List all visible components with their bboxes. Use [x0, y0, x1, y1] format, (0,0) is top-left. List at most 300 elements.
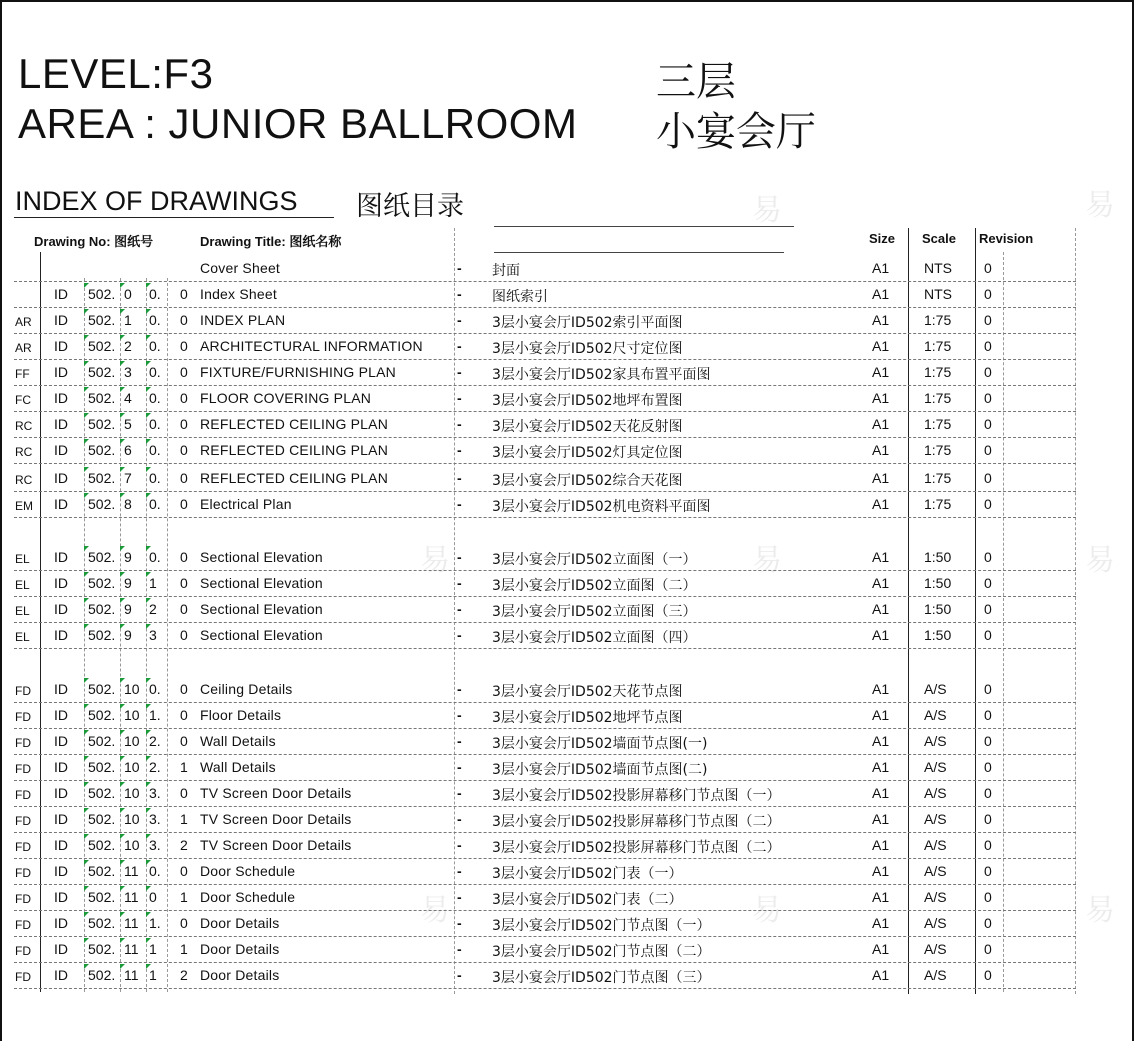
- row-size: A1: [872, 442, 890, 458]
- row-number-part: 502.: [88, 759, 116, 775]
- row-title-cn: 图纸索引: [492, 289, 548, 305]
- cell-marker: [84, 413, 89, 418]
- row-scale: A/S: [924, 863, 947, 879]
- row-number-part: 502.: [88, 601, 116, 617]
- row-revision: 0: [984, 496, 992, 512]
- row-dash: -: [457, 260, 462, 276]
- cell-marker: [120, 598, 125, 603]
- cell-marker: [120, 335, 125, 340]
- row-number-part: 0: [180, 416, 188, 432]
- cell-marker: [120, 493, 125, 498]
- cell-marker: [84, 886, 89, 891]
- row-prefix: ID: [54, 681, 68, 697]
- row-scale: 1:75: [924, 496, 952, 512]
- row-dash: -: [457, 785, 462, 801]
- row-scale: 1:75: [924, 442, 952, 458]
- cell-marker: [146, 387, 151, 392]
- row-title: REFLECTED CEILING PLAN: [200, 442, 388, 458]
- cell-marker: [120, 467, 125, 472]
- cell-marker: [84, 730, 89, 735]
- row-prefix: ID: [54, 941, 68, 957]
- row-revision: 0: [984, 312, 992, 328]
- table-row: [10, 256, 1076, 282]
- row-number-part: 1: [149, 941, 157, 957]
- row-number-part: 502.: [88, 707, 116, 723]
- row-category: FD: [15, 736, 31, 750]
- row-scale: A/S: [924, 889, 947, 905]
- row-number-part: 0.: [149, 470, 161, 486]
- row-revision: 0: [984, 338, 992, 354]
- row-revision: 0: [984, 785, 992, 801]
- cell-marker: [84, 335, 89, 340]
- row-revision: 0: [984, 759, 992, 775]
- header-drawing-title: Drawing Title: 图纸名称: [200, 234, 342, 249]
- row-number-part: 3.: [149, 811, 161, 827]
- cell-marker: [120, 439, 125, 444]
- cell-marker: [120, 782, 125, 787]
- row-title-cn: 3层小宴会厅ID502立面图（一）: [492, 552, 697, 568]
- row-number-part: 3: [149, 627, 157, 643]
- cell-marker: [146, 704, 151, 709]
- cell-marker: [84, 808, 89, 813]
- row-revision: 0: [984, 549, 992, 565]
- row-size: A1: [872, 416, 890, 432]
- row-revision: 0: [984, 915, 992, 931]
- row-number-part: 502.: [88, 733, 116, 749]
- row-size: A1: [872, 601, 890, 617]
- row-title: Door Details: [200, 941, 280, 957]
- row-dash: -: [457, 338, 462, 354]
- row-revision: 0: [984, 260, 992, 276]
- table-row: [10, 807, 1076, 833]
- row-size: A1: [872, 496, 890, 512]
- cell-marker: [120, 964, 125, 969]
- row-category: AR: [15, 341, 32, 355]
- row-scale: NTS: [924, 260, 952, 276]
- row-category: FD: [15, 970, 31, 984]
- table-row: [10, 859, 1076, 885]
- row-dash: -: [457, 627, 462, 643]
- cell-marker: [84, 678, 89, 683]
- row-number-part: 2: [180, 837, 188, 853]
- cell-marker: [84, 546, 89, 551]
- row-number-part: 502.: [88, 364, 116, 380]
- row-category: FD: [15, 944, 31, 958]
- row-dash: -: [457, 681, 462, 697]
- row-revision: 0: [984, 627, 992, 643]
- row-size: A1: [872, 390, 890, 406]
- row-size: A1: [872, 364, 890, 380]
- divider: [494, 252, 784, 253]
- row-title: Door Schedule: [200, 863, 296, 879]
- row-size: A1: [872, 733, 890, 749]
- row-dash: -: [457, 733, 462, 749]
- cell-marker: [146, 572, 151, 577]
- row-revision: 0: [984, 286, 992, 302]
- table-row: [10, 703, 1076, 729]
- cell-marker: [146, 467, 151, 472]
- row-title-cn: 3层小宴会厅ID502地坪布置图: [492, 393, 683, 409]
- row-title: REFLECTED CEILING PLAN: [200, 470, 388, 486]
- cell-marker: [120, 808, 125, 813]
- row-title: TV Screen Door Details: [200, 837, 352, 853]
- row-number-part: 502.: [88, 338, 116, 354]
- cell-marker: [84, 493, 89, 498]
- row-number-part: 11: [124, 941, 139, 957]
- row-number-part: 0: [180, 707, 188, 723]
- row-revision: 0: [984, 575, 992, 591]
- row-category: FD: [15, 892, 31, 906]
- row-title: Sectional Elevation: [200, 627, 323, 643]
- row-number-part: 0: [180, 915, 188, 931]
- cell-marker: [84, 439, 89, 444]
- row-number-part: 502.: [88, 941, 116, 957]
- row-revision: 0: [984, 601, 992, 617]
- row-number-part: 11: [124, 915, 139, 931]
- row-number-part: 10: [124, 707, 140, 723]
- row-size: A1: [872, 575, 890, 591]
- row-number-part: 502.: [88, 915, 116, 931]
- row-number-part: 502.: [88, 312, 116, 328]
- cell-marker: [146, 439, 151, 444]
- row-title: Cover Sheet: [200, 260, 281, 276]
- row-title: Index Sheet: [200, 286, 277, 302]
- row-revision: 0: [984, 941, 992, 957]
- cell-marker: [146, 598, 151, 603]
- watermark: 易: [420, 893, 450, 928]
- row-category: EM: [15, 499, 33, 513]
- cell-marker: [146, 309, 151, 314]
- table-row: [10, 885, 1076, 911]
- row-scale: 1:50: [924, 627, 952, 643]
- row-scale: A/S: [924, 785, 947, 801]
- cell-marker: [84, 938, 89, 943]
- row-title-cn: 3层小宴会厅ID502家具布置平面图: [492, 367, 711, 383]
- row-number-part: 0: [180, 338, 188, 354]
- row-number-part: 0: [180, 549, 188, 565]
- cell-marker: [120, 361, 125, 366]
- row-number-part: 3: [124, 364, 132, 380]
- cell-marker: [146, 413, 151, 418]
- row-revision: 0: [984, 470, 992, 486]
- row-title: Ceiling Details: [200, 681, 293, 697]
- row-scale: 1:75: [924, 338, 952, 354]
- row-prefix: ID: [54, 889, 68, 905]
- row-dash: -: [457, 390, 462, 406]
- row-title: TV Screen Door Details: [200, 811, 352, 827]
- table-row: [10, 492, 1076, 518]
- row-number-part: 1.: [149, 915, 161, 931]
- row-title: Wall Details: [200, 759, 276, 775]
- row-number-part: 9: [124, 575, 132, 591]
- row-number-part: 0: [124, 286, 132, 302]
- cell-marker: [146, 730, 151, 735]
- row-title: INDEX PLAN: [200, 312, 286, 328]
- row-dash: -: [457, 496, 462, 512]
- row-dash: -: [457, 364, 462, 380]
- row-scale: A/S: [924, 837, 947, 853]
- row-number-part: 0: [180, 681, 188, 697]
- row-number-part: 502.: [88, 785, 116, 801]
- cell-marker: [146, 860, 151, 865]
- row-title: Door Details: [200, 915, 280, 931]
- cell-marker: [120, 283, 125, 288]
- row-size: A1: [872, 811, 890, 827]
- row-category: FD: [15, 866, 31, 880]
- row-number-part: 502.: [88, 390, 116, 406]
- row-number-part: 502.: [88, 549, 116, 565]
- row-title-cn: 3层小宴会厅ID502尺寸定位图: [492, 341, 683, 357]
- cell-marker: [84, 756, 89, 761]
- row-title-cn: 3层小宴会厅ID502索引平面图: [492, 315, 683, 331]
- cell-marker: [146, 808, 151, 813]
- row-title-cn: 3层小宴会厅ID502地坪节点图: [492, 710, 683, 726]
- cell-marker: [84, 572, 89, 577]
- row-number-part: 0.: [149, 681, 161, 697]
- row-revision: 0: [984, 390, 992, 406]
- row-number-part: 0: [180, 470, 188, 486]
- row-prefix: ID: [54, 759, 68, 775]
- row-title: Floor Details: [200, 707, 282, 723]
- row-prefix: ID: [54, 967, 68, 983]
- row-revision: 0: [984, 837, 992, 853]
- row-dash: -: [457, 286, 462, 302]
- row-number-part: 0: [149, 889, 157, 905]
- row-category: RC: [15, 419, 33, 433]
- cell-marker: [84, 361, 89, 366]
- row-number-part: 10: [124, 759, 140, 775]
- row-number-part: 502.: [88, 470, 116, 486]
- row-number-part: 0.: [149, 312, 161, 328]
- row-prefix: ID: [54, 390, 68, 406]
- row-title-cn: 3层小宴会厅ID502灯具定位图: [492, 445, 683, 461]
- row-prefix: ID: [54, 863, 68, 879]
- row-number-part: 0: [180, 575, 188, 591]
- row-scale: 1:75: [924, 470, 952, 486]
- cell-marker: [146, 546, 151, 551]
- row-prefix: ID: [54, 364, 68, 380]
- row-size: A1: [872, 889, 890, 905]
- cell-marker: [120, 912, 125, 917]
- row-category: FD: [15, 840, 31, 854]
- index-heading-cn: 图纸目录: [356, 191, 464, 222]
- table-row: [10, 597, 1076, 623]
- watermark: 易: [1085, 188, 1115, 223]
- table-row: [10, 412, 1076, 438]
- row-number-part: 6: [124, 442, 132, 458]
- row-number-part: 2: [124, 338, 132, 354]
- row-scale: 1:75: [924, 390, 952, 406]
- cell-marker: [84, 283, 89, 288]
- row-number-part: 0.: [149, 286, 161, 302]
- row-prefix: ID: [54, 733, 68, 749]
- cell-marker: [146, 493, 151, 498]
- cell-marker: [84, 624, 89, 629]
- cell-marker: [84, 834, 89, 839]
- watermark: 易: [1085, 893, 1115, 928]
- cell-marker: [120, 834, 125, 839]
- row-size: A1: [872, 627, 890, 643]
- row-number-part: 10: [124, 733, 140, 749]
- row-title-cn: 3层小宴会厅ID502门节点图（二）: [492, 944, 711, 960]
- row-number-part: 10: [124, 785, 140, 801]
- row-prefix: ID: [54, 811, 68, 827]
- row-scale: A/S: [924, 811, 947, 827]
- row-scale: 1:50: [924, 575, 952, 591]
- row-prefix: ID: [54, 707, 68, 723]
- row-revision: 0: [984, 889, 992, 905]
- row-title-cn: 3层小宴会厅ID502墙面节点图(一): [492, 736, 708, 752]
- row-category: FD: [15, 762, 31, 776]
- row-number-part: 1: [124, 312, 132, 328]
- row-number-part: 8: [124, 496, 132, 512]
- cell-marker: [120, 678, 125, 683]
- row-number-part: 10: [124, 811, 140, 827]
- row-title: Electrical Plan: [200, 496, 292, 512]
- table-row: [10, 911, 1076, 937]
- cell-marker: [120, 309, 125, 314]
- row-title-cn: 3层小宴会厅ID502立面图（二）: [492, 578, 697, 594]
- row-scale: 1:50: [924, 601, 952, 617]
- row-number-part: 502.: [88, 811, 116, 827]
- row-prefix: ID: [54, 837, 68, 853]
- row-size: A1: [872, 707, 890, 723]
- row-number-part: 3.: [149, 785, 161, 801]
- row-number-part: 502.: [88, 967, 116, 983]
- watermark: 易: [752, 893, 782, 928]
- row-prefix: ID: [54, 442, 68, 458]
- row-size: A1: [872, 286, 890, 302]
- row-prefix: ID: [54, 915, 68, 931]
- row-number-part: 0.: [149, 390, 161, 406]
- row-number-part: 2.: [149, 733, 161, 749]
- cell-marker: [120, 546, 125, 551]
- row-category: FD: [15, 788, 31, 802]
- row-number-part: 9: [124, 549, 132, 565]
- row-prefix: ID: [54, 470, 68, 486]
- cell-marker: [146, 756, 151, 761]
- row-category: FF: [15, 367, 30, 381]
- table-row: [10, 282, 1076, 308]
- row-title-cn: 3层小宴会厅ID502立面图（四）: [492, 630, 697, 646]
- row-size: A1: [872, 941, 890, 957]
- row-number-part: 502.: [88, 627, 116, 643]
- row-prefix: ID: [54, 338, 68, 354]
- header-size: Size: [869, 231, 896, 246]
- table-row: [10, 334, 1076, 360]
- table-row: [10, 571, 1076, 597]
- row-number-part: 0: [180, 627, 188, 643]
- row-dash: -: [457, 416, 462, 432]
- table-row: [10, 386, 1076, 412]
- watermark: 易: [420, 543, 450, 578]
- cell-marker: [146, 912, 151, 917]
- watermark: 易: [752, 193, 782, 228]
- row-title: TV Screen Door Details: [200, 785, 352, 801]
- row-category: FD: [15, 814, 31, 828]
- row-scale: A/S: [924, 915, 947, 931]
- row-scale: A/S: [924, 681, 947, 697]
- row-number-part: 9: [124, 601, 132, 617]
- area-title: AREA : JUNIOR BALLROOM: [18, 100, 578, 147]
- level-title-cn: 三层: [656, 59, 736, 105]
- row-title: Door Schedule: [200, 889, 296, 905]
- cell-marker: [120, 886, 125, 891]
- divider: [494, 226, 794, 227]
- header-scale: Scale: [922, 231, 956, 246]
- cell-marker: [84, 467, 89, 472]
- row-dash: -: [457, 915, 462, 931]
- row-number-part: 0: [180, 601, 188, 617]
- row-number-part: 1: [180, 759, 188, 775]
- table-row: [10, 937, 1076, 963]
- row-prefix: ID: [54, 575, 68, 591]
- row-title-cn: 3层小宴会厅ID502综合天花图: [492, 473, 683, 489]
- row-prefix: ID: [54, 627, 68, 643]
- row-title-cn: 3层小宴会厅ID502投影屏幕移门节点图（一）: [492, 788, 781, 804]
- watermark: 易: [1085, 543, 1115, 578]
- row-number-part: 9: [124, 627, 132, 643]
- row-number-part: 7: [124, 470, 132, 486]
- row-dash: -: [457, 967, 462, 983]
- row-number-part: 4: [124, 390, 132, 406]
- row-category: FC: [15, 393, 31, 407]
- table-row: [10, 729, 1076, 755]
- row-number-part: 0: [180, 312, 188, 328]
- row-number-part: 0.: [149, 549, 161, 565]
- row-size: A1: [872, 681, 890, 697]
- row-size: A1: [872, 338, 890, 354]
- row-title: Sectional Elevation: [200, 601, 323, 617]
- row-revision: 0: [984, 364, 992, 380]
- row-prefix: ID: [54, 416, 68, 432]
- row-scale: 1:50: [924, 549, 952, 565]
- row-number-part: 0: [180, 785, 188, 801]
- row-number-part: 502.: [88, 889, 116, 905]
- cell-marker: [146, 678, 151, 683]
- row-number-part: 0: [180, 496, 188, 512]
- cell-marker: [120, 938, 125, 943]
- row-number-part: 0.: [149, 338, 161, 354]
- row-dash: -: [457, 707, 462, 723]
- row-category: EL: [15, 578, 30, 592]
- row-category: RC: [15, 473, 33, 487]
- row-number-part: 0.: [149, 364, 161, 380]
- row-size: A1: [872, 837, 890, 853]
- row-size: A1: [872, 785, 890, 801]
- cell-marker: [146, 938, 151, 943]
- row-scale: A/S: [924, 967, 947, 983]
- row-scale: A/S: [924, 759, 947, 775]
- row-category: EL: [15, 604, 30, 618]
- row-category: RC: [15, 445, 33, 459]
- cell-marker: [120, 572, 125, 577]
- row-category: EL: [15, 552, 30, 566]
- cell-marker: [84, 912, 89, 917]
- area-title-cn: 小宴会厅: [656, 109, 816, 155]
- row-number-part: 502.: [88, 837, 116, 853]
- cell-marker: [84, 860, 89, 865]
- row-size: A1: [872, 759, 890, 775]
- row-title-cn: 3层小宴会厅ID502门节点图（一）: [492, 918, 711, 934]
- row-number-part: 2: [180, 967, 188, 983]
- row-prefix: ID: [54, 549, 68, 565]
- row-number-part: 1: [180, 811, 188, 827]
- row-title-cn: 3层小宴会厅ID502投影屏幕移门节点图（二）: [492, 840, 781, 856]
- cell-marker: [146, 834, 151, 839]
- row-number-part: 11: [124, 863, 139, 879]
- row-title-cn: 3层小宴会厅ID502天花节点图: [492, 684, 683, 700]
